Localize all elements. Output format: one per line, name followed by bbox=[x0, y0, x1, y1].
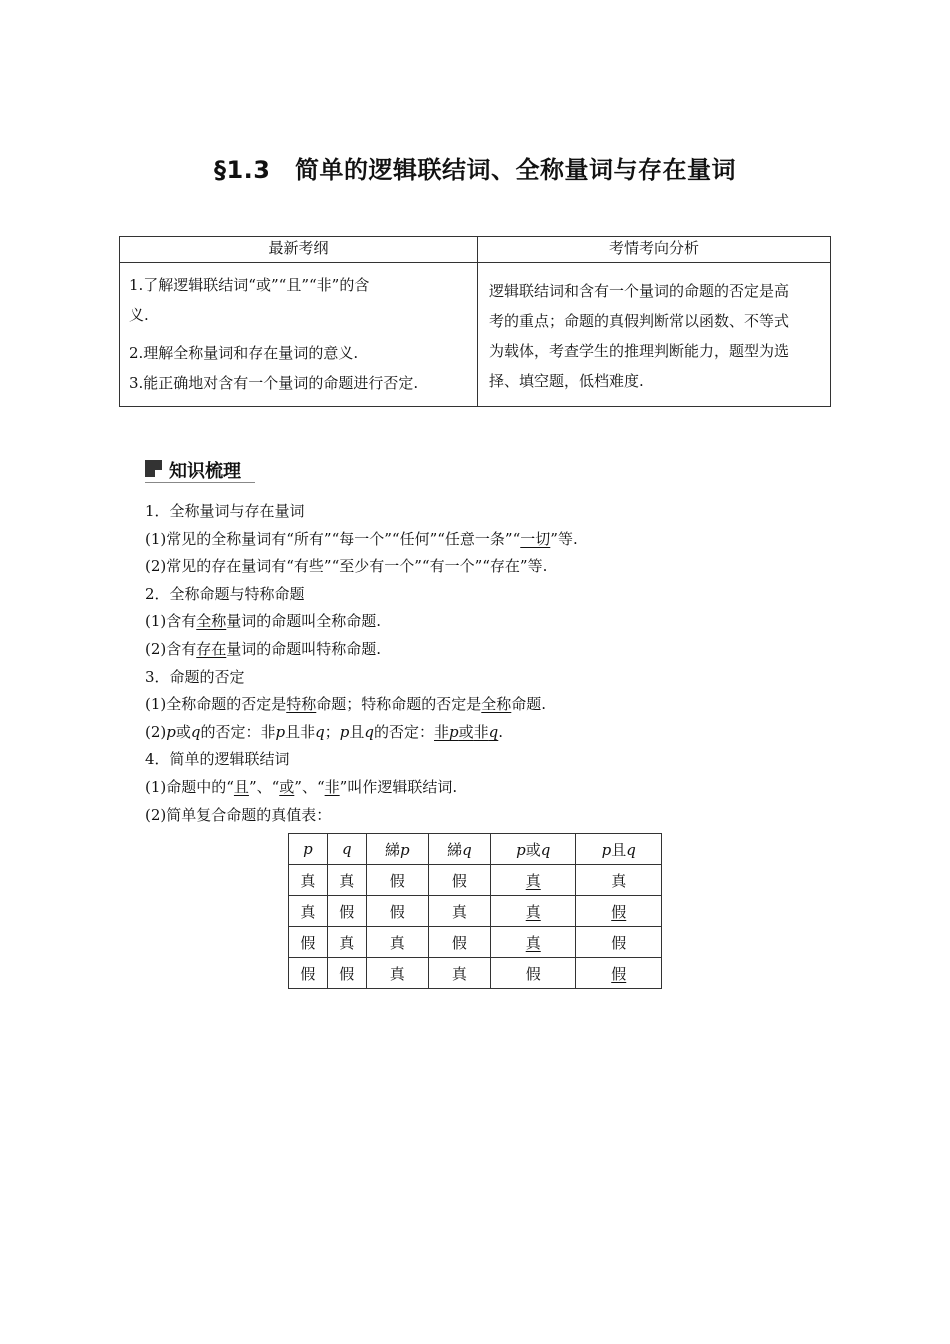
truth-value: 假 bbox=[451, 871, 467, 890]
truth-cell bbox=[576, 927, 662, 958]
truth-cell bbox=[289, 958, 328, 989]
variable-p: p bbox=[166, 722, 176, 741]
truth-cell bbox=[491, 896, 576, 927]
requirements-list bbox=[121, 264, 476, 398]
truth-cell bbox=[428, 865, 490, 896]
variable-q: q bbox=[190, 722, 201, 741]
text-segment: 命题. bbox=[511, 695, 547, 714]
truth-value: 假 bbox=[525, 964, 541, 983]
variable-q: q bbox=[488, 722, 499, 741]
heading-negation: 3．命题的否定 bbox=[145, 667, 245, 686]
text-segment: 命题；特称命题的否定是 bbox=[316, 695, 482, 714]
section-heading-label: 知识梳理 bbox=[169, 461, 241, 482]
truth-header-cell bbox=[327, 834, 366, 865]
truth-value: 假 bbox=[339, 902, 355, 921]
truth-value: 假 bbox=[300, 964, 316, 983]
variable-q: q bbox=[540, 840, 551, 859]
variable-q: q bbox=[315, 722, 325, 741]
negation-line-2 bbox=[145, 719, 825, 747]
requirement-line: 1.了解逻辑联结词“或”“且”“非”的含 bbox=[129, 276, 370, 294]
text-segment: (1)全称命题的否定是 bbox=[145, 695, 287, 714]
variable-p: p bbox=[339, 722, 350, 741]
variable-p: p bbox=[601, 840, 612, 859]
underlined-answer: 或 bbox=[279, 777, 295, 796]
text-segment: ”等. bbox=[550, 529, 578, 548]
analysis-cell bbox=[478, 263, 831, 407]
truth-cell bbox=[491, 927, 576, 958]
text-segment: ”、“ bbox=[294, 777, 325, 796]
truth-value: 真 bbox=[300, 902, 316, 921]
truth-value: 假 bbox=[611, 964, 627, 983]
analysis-line: 考的重点；命题的真假判断常以函数、不等式 bbox=[489, 312, 790, 330]
connectives-line bbox=[145, 774, 825, 802]
truth-header-cell bbox=[576, 834, 662, 865]
universal-quantifiers-line bbox=[145, 526, 825, 554]
truth-value: 假 bbox=[389, 902, 405, 921]
text-segment: (2) bbox=[145, 722, 167, 741]
truth-header-cell bbox=[366, 834, 428, 865]
text-segment: 非 bbox=[473, 722, 489, 741]
text-segment: 綈 bbox=[447, 840, 463, 859]
truth-value: 真 bbox=[339, 933, 355, 952]
text-segment: 且 bbox=[611, 840, 627, 859]
underlined-answer: 非 bbox=[324, 777, 340, 796]
truth-value: 假 bbox=[611, 933, 627, 952]
truth-cell bbox=[366, 958, 428, 989]
variable-p: p bbox=[449, 722, 459, 741]
negation-line-1 bbox=[145, 691, 825, 719]
text-segment: 或 bbox=[175, 722, 191, 741]
truth-header-cell bbox=[289, 834, 328, 865]
truth-cell bbox=[289, 927, 328, 958]
analysis-line: 逻辑联结词和含有一个量词的命题的否定是高 bbox=[489, 282, 790, 300]
page-title: §1.3 简单的逻辑联结词、全称量词与存在量词 bbox=[213, 156, 736, 184]
underlined-answer: 存在 bbox=[196, 639, 227, 658]
requirement-line: 2.理解全称量词和存在量词的意义. bbox=[129, 344, 359, 362]
text-segment: ”、“ bbox=[248, 777, 280, 796]
truth-value: 真 bbox=[451, 964, 467, 983]
existential-quantifiers-line: (2)常见的存在量词有“有些”“至少有一个”“有一个”“存在”等. bbox=[145, 557, 548, 576]
truth-value: 假 bbox=[339, 964, 355, 983]
requirement-line: 3.能正确地对含有一个量词的命题进行否定. bbox=[129, 374, 419, 392]
text-segment: ”叫作逻辑联结词. bbox=[339, 777, 458, 796]
truth-cell bbox=[428, 927, 490, 958]
variable-p: p bbox=[399, 840, 410, 859]
requirement-line: 义. bbox=[129, 306, 149, 324]
universal-proposition-line bbox=[145, 608, 825, 636]
truth-table-header-row bbox=[289, 834, 662, 865]
text-segment: (1)常见的全称量词有“所有”“每一个”“任何”“任意一条”“ bbox=[145, 529, 521, 548]
analysis-text bbox=[479, 264, 829, 396]
truth-value: 假 bbox=[300, 933, 316, 952]
syllabus-header-requirements: 最新考纲 bbox=[120, 237, 478, 263]
truth-table-caption: (2)简单复合命题的真值表： bbox=[145, 805, 332, 824]
text-segment: 量词的命题叫特称命题. bbox=[226, 639, 382, 658]
truth-value: 假 bbox=[389, 871, 405, 890]
truth-header-cell bbox=[428, 834, 490, 865]
heading-quantifiers: 1．全称量词与存在量词 bbox=[145, 502, 305, 520]
truth-cell bbox=[366, 865, 428, 896]
truth-cell bbox=[327, 958, 366, 989]
underlined-answer: 全称 bbox=[196, 612, 227, 631]
truth-cell bbox=[576, 958, 662, 989]
truth-cell bbox=[491, 958, 576, 989]
truth-table-row bbox=[289, 958, 662, 989]
text-segment: 的否定：非 bbox=[200, 722, 276, 741]
underlined-answer: 一切 bbox=[520, 529, 551, 548]
text-segment: . bbox=[498, 722, 504, 741]
truth-header-cell bbox=[491, 834, 576, 865]
underlined-answer: 且 bbox=[233, 777, 249, 796]
truth-table-row bbox=[289, 896, 662, 927]
truth-cell bbox=[428, 958, 490, 989]
text-segment: (1)含有 bbox=[145, 612, 197, 631]
truth-cell bbox=[289, 865, 328, 896]
truth-cell bbox=[576, 896, 662, 927]
syllabus-header-row bbox=[120, 237, 831, 263]
underlined-answer: 特称 bbox=[286, 695, 317, 714]
variable-p: p bbox=[303, 840, 313, 858]
underlined-answer bbox=[434, 723, 498, 741]
text-segment: 且 bbox=[285, 722, 301, 741]
syllabus-header-analysis: 考情考向分析 bbox=[478, 237, 831, 263]
text-segment: 或 bbox=[525, 840, 541, 859]
text-segment: (1)命题中的“ bbox=[145, 777, 234, 796]
analysis-line: 为载体，考查学生的推理判断能力，题型为选 bbox=[489, 342, 790, 360]
truth-cell bbox=[366, 927, 428, 958]
truth-value: 真 bbox=[339, 871, 355, 890]
heading-propositions: 2．全称命题与特称命题 bbox=[145, 584, 305, 603]
truth-cell bbox=[576, 865, 662, 896]
underlined-answer: 全称 bbox=[481, 695, 512, 714]
text-segment: 非 bbox=[434, 722, 450, 741]
variable-p: p bbox=[516, 840, 526, 859]
truth-table-row bbox=[289, 865, 662, 896]
syllabus-body-row bbox=[120, 263, 831, 407]
text-segment: 的否定： bbox=[374, 722, 435, 741]
knowledge-summary bbox=[145, 498, 825, 829]
truth-cell bbox=[491, 865, 576, 896]
truth-table-row bbox=[289, 927, 662, 958]
text-segment: 非 bbox=[300, 722, 316, 741]
truth-value: 真 bbox=[451, 902, 467, 921]
truth-cell bbox=[428, 896, 490, 927]
truth-cell bbox=[289, 896, 328, 927]
analysis-line: 择、填空题，低档难度. bbox=[489, 372, 644, 390]
truth-cell bbox=[327, 896, 366, 927]
section-square-icon bbox=[145, 460, 162, 477]
truth-value: 真 bbox=[389, 933, 405, 952]
truth-value: 真 bbox=[389, 964, 405, 983]
truth-table bbox=[288, 833, 662, 989]
truth-value: 真 bbox=[525, 933, 541, 952]
truth-value: 真 bbox=[611, 871, 627, 890]
variable-q: q bbox=[626, 840, 636, 859]
text-segment: 且 bbox=[349, 722, 365, 741]
variable-p: p bbox=[275, 722, 286, 741]
truth-value: 真 bbox=[525, 902, 541, 921]
truth-value: 真 bbox=[300, 871, 316, 890]
requirements-cell bbox=[120, 263, 478, 407]
variable-q: q bbox=[341, 840, 352, 858]
particular-proposition-line bbox=[145, 636, 825, 664]
heading-connectives: 4．简单的逻辑联结词 bbox=[145, 750, 290, 769]
truth-cell bbox=[366, 896, 428, 927]
text-segment: 綈 bbox=[384, 840, 400, 859]
truth-cell bbox=[327, 865, 366, 896]
text-segment: ； bbox=[324, 722, 340, 741]
section-heading bbox=[145, 455, 255, 483]
truth-value: 假 bbox=[451, 933, 467, 952]
variable-q: q bbox=[364, 722, 374, 741]
text-segment: 或 bbox=[458, 722, 474, 741]
truth-value: 假 bbox=[611, 902, 627, 921]
text-segment: (2)含有 bbox=[145, 639, 197, 658]
text-segment: 量词的命题叫全称命题. bbox=[226, 612, 382, 631]
variable-q: q bbox=[462, 840, 472, 859]
truth-cell bbox=[327, 927, 366, 958]
syllabus-table bbox=[119, 236, 831, 407]
truth-value: 真 bbox=[525, 871, 541, 890]
